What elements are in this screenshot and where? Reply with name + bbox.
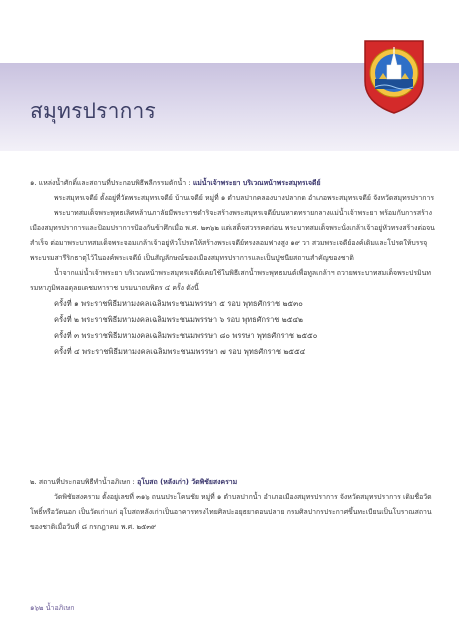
- section-1-para-1: พระสมุทรเจดีย์ ตั้งอยู่ที่วัดพระสมุทรเจดีย์ บ้านเจดีย์ หมู่ที่ ๑ ตำบลปากคลองบางปลากด อำเภอพระสมุทรเจดีย์ จังหวัดสมุทรปราการ: [54, 194, 435, 202]
- section-1-heading: [30, 176, 438, 191]
- province-seal-icon: [357, 35, 431, 115]
- event-item: ครั้งที่ ๔ พระราชพิธีมหามงคลเฉลิมพระชนมพรรษา ๗ รอบ พุทธศักราช ๒๕๕๔: [54, 347, 306, 356]
- section-2-heading: [30, 475, 438, 490]
- section-1: [30, 176, 438, 360]
- page-number: ๑๖๒ น้ำอภิเษก: [30, 604, 75, 612]
- section-2-para-1: วัดพิชัยสงคราม ตั้งอยู่เลขที่ ๓๑๖ ถนนประโคนชัย หมู่ที่ ๑ ตำบลปากน้ำ อำเภอเมืองสมุทรปราการ จังหวัดสมุทรปราการ เดิมชื่อวัดโพธิ์หรือวัดนอก เป็นวัดเก่าแก่ อุโบสถหลังเก่าเป็นอาคารทรงไทยศิลปะอยุธยาตอนปลาย กรมศิลปากรประกาศขึ้นทะเบียนเป็นโบราณสถานของชาติเมื่อวันที่ ๘ กรกฎาคม พ.ศ. ๒๕๓๙: [30, 493, 432, 531]
- section-2-heading-prefix: ๒. สถานที่ประกอบพิธีทำน้ำอภิเษก :: [30, 478, 138, 486]
- section-2: [30, 475, 438, 535]
- page-title: สมุทรปราการ: [30, 99, 156, 123]
- section-2-heading-highlight: อุโบสถ (หลังเก่า) วัดพิชัยสงคราม: [137, 478, 238, 486]
- section-1-heading-prefix: ๑. แหล่งน้ำศักดิ์และสถานที่ประกอบพิธีพลีกรรมตักน้ำ :: [30, 179, 193, 187]
- section-1-heading-highlight: แม่น้ำเจ้าพระยา บริเวณหน้าพระสมุทรเจดีย์: [192, 179, 321, 187]
- event-item: ครั้งที่ ๓ พระราชพิธีมหามงคลเฉลิมพระชนมพรรษา ๘๐ พรรษา พุทธศักราช ๒๕๕๐: [54, 331, 318, 340]
- event-item: ครั้งที่ ๒ พระราชพิธีมหามงคลเฉลิมพระชนมพรรษา ๖ รอบ พุทธศักราช ๒๕๔๒: [54, 315, 303, 324]
- event-list: [30, 296, 438, 360]
- section-1-para-3: น้ำจากแม่น้ำเจ้าพระยา บริเวณหน้าพระสมุทรเจดีย์เคยใช้ในพิธีเสกน้ำพระพุทธมนต์เพื่อทูลเกล้าฯ ถวายพระบาทสมเด็จพระปรมินทรมหาภูมิพลอดุลยเดชมหาราช บรมนาถบพิตร ๔ ครั้ง ดังนี้: [30, 269, 431, 292]
- section-1-para-2: พระบาทสมเด็จพระพุทธเลิศหล้านภาลัยมีพระราชดำริจะสร้างพระสมุทรเจดีย์บนหาดทรายกลางแม่น้ำเจ้าพระยา พร้อมกับการสร้างเมืองสมุทรปราการและป้อมปราการป้องกันข้าศึกเมื่อ พ.ศ. ๒๓๖๒ แต่เสด็จสวรรคตก่อน พระบาทสมเด็จพระนั่งเกล้าเจ้าอยู่หัวทรงสร้างต่อจนสำเร็จ ต่อมาพระบาทสมเด็จพระจอมเกล้าเจ้าอยู่หัวโปรดให้สร้างพระเจดีย์ทรงลอมฟางสูง ๑๙ วา สวมพระเจดีย์องค์เดิมและโปรดให้บรรจุพระบรมสารีริกธาตุไว้ในองค์พระเจดีย์ เป็นสัญลักษณ์ของเมืองสมุทรปราการและเป็นปูชนียสถานสำคัญของชาติ: [30, 209, 435, 262]
- event-item: ครั้งที่ ๑ พระราชพิธีมหามงคลเฉลิมพระชนมพรรษา ๕ รอบ พุทธศักราช ๒๕๓๐: [54, 299, 303, 308]
